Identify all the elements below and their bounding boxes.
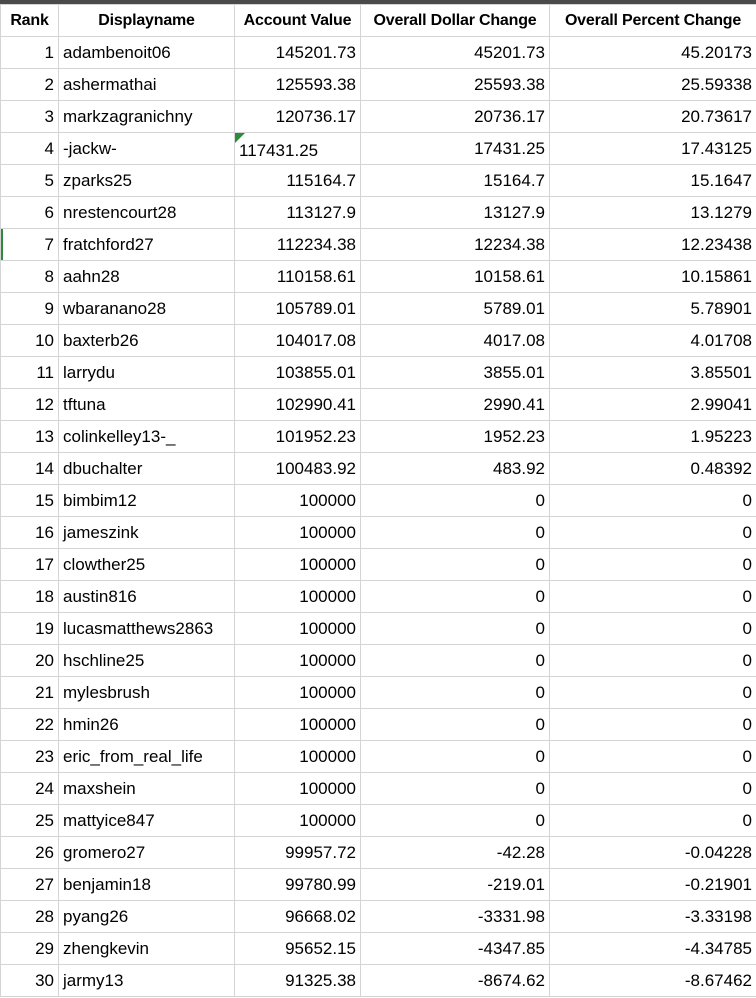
dollar-change-cell[interactable]: 483.92 — [361, 453, 550, 485]
displayname-header[interactable]: Displayname — [59, 5, 235, 37]
table-row — [1, 901, 756, 933]
dollar-change-cell[interactable]: 17431.25 — [361, 133, 550, 165]
table-row — [1, 293, 756, 325]
account-value-cell[interactable] — [235, 133, 361, 165]
table-row — [1, 69, 756, 101]
table-row — [1, 229, 756, 261]
table-row — [1, 325, 756, 357]
table-row — [1, 613, 756, 645]
error-indicator-icon[interactable] — [235, 133, 245, 143]
displayname-cell[interactable]: hmin26 — [59, 709, 235, 741]
percent-change-cell[interactable]: 0 — [550, 581, 756, 613]
displayname-cell[interactable]: mattyice847 — [59, 805, 235, 837]
dollar-change-cell[interactable]: 0 — [361, 581, 550, 613]
displayname-cell[interactable]: fratchford27 — [59, 229, 235, 261]
dollar-change-cell[interactable]: -42.28 — [361, 837, 550, 869]
percent-change-cell[interactable]: 0 — [550, 709, 756, 741]
table-row — [1, 357, 756, 389]
percent-change-cell[interactable]: 25.59338 — [550, 69, 756, 101]
account-value-cell[interactable]: 102990.41 — [235, 389, 361, 421]
percent-change-cell[interactable]: 15.1647 — [550, 165, 756, 197]
displayname-cell[interactable]: dbuchalter — [59, 453, 235, 485]
dollar-change-cell[interactable]: 25593.38 — [361, 69, 550, 101]
dollar-change-cell[interactable]: -8674.62 — [361, 965, 550, 997]
table-row — [1, 453, 756, 485]
percent-change-cell[interactable]: 17.43125 — [550, 133, 756, 165]
header-row — [1, 5, 756, 37]
rank-cell[interactable]: 19 — [1, 613, 59, 645]
percent-change-cell[interactable]: 0 — [550, 741, 756, 773]
rank-cell[interactable]: 5 — [1, 165, 59, 197]
percent-change-cell[interactable]: 0 — [550, 549, 756, 581]
rank-cell[interactable]: 23 — [1, 741, 59, 773]
table-row — [1, 133, 756, 165]
rank-cell[interactable]: 26 — [1, 837, 59, 869]
dollar-change-cell[interactable]: 15164.7 — [361, 165, 550, 197]
displayname-cell[interactable]: -jackw- — [59, 133, 235, 165]
percent-change-cell[interactable]: 10.15861 — [550, 261, 756, 293]
percent-change-cell[interactable]: 3.85501 — [550, 357, 756, 389]
rank-cell[interactable]: 4 — [1, 133, 59, 165]
dollar-change-cell[interactable]: 0 — [361, 549, 550, 581]
rank-cell[interactable]: 8 — [1, 261, 59, 293]
rank-cell[interactable]: 24 — [1, 773, 59, 805]
account-value-cell[interactable]: 113127.9 — [235, 197, 361, 229]
dollar-change-cell[interactable]: 0 — [361, 709, 550, 741]
dollar-change-cell[interactable]: -4347.85 — [361, 933, 550, 965]
percent-change-cell[interactable]: 0 — [550, 485, 756, 517]
rank-cell[interactable]: 3 — [1, 101, 59, 133]
table-row — [1, 421, 756, 453]
account-value-header[interactable]: Account Value — [235, 5, 361, 37]
account-value-cell[interactable]: 120736.17 — [235, 101, 361, 133]
rank-cell[interactable]: 27 — [1, 869, 59, 901]
percent-change-cell[interactable]: 0 — [550, 517, 756, 549]
rank-cell[interactable]: 17 — [1, 549, 59, 581]
account-value-cell[interactable]: 100000 — [235, 581, 361, 613]
table-row — [1, 645, 756, 677]
dollar-change-cell[interactable]: 20736.17 — [361, 101, 550, 133]
account-value-cell[interactable]: 100000 — [235, 677, 361, 709]
account-value-cell[interactable]: 99780.99 — [235, 869, 361, 901]
rank-cell[interactable]: 7 — [1, 229, 59, 261]
table-row — [1, 485, 756, 517]
displayname-cell[interactable]: aahn28 — [59, 261, 235, 293]
rank-cell[interactable]: 13 — [1, 421, 59, 453]
table-row — [1, 197, 756, 229]
account-value-cell[interactable]: 100483.92 — [235, 453, 361, 485]
displayname-cell[interactable]: zhengkevin — [59, 933, 235, 965]
account-value-cell[interactable]: 112234.38 — [235, 229, 361, 261]
account-value-cell[interactable]: 104017.08 — [235, 325, 361, 357]
displayname-cell[interactable]: lucasmatthews2863 — [59, 613, 235, 645]
percent-change-cell[interactable]: -0.04228 — [550, 837, 756, 869]
table-row — [1, 709, 756, 741]
rank-cell[interactable]: 14 — [1, 453, 59, 485]
dollar-change-cell[interactable]: 2990.41 — [361, 389, 550, 421]
displayname-cell[interactable]: adambenoit06 — [59, 37, 235, 69]
rank-cell[interactable]: 18 — [1, 581, 59, 613]
displayname-cell[interactable]: austin816 — [59, 581, 235, 613]
dollar-change-cell[interactable]: 45201.73 — [361, 37, 550, 69]
rank-cell[interactable]: 15 — [1, 485, 59, 517]
dollar-change-header[interactable]: Overall Dollar Change — [361, 5, 550, 37]
percent-change-cell[interactable]: 13.1279 — [550, 197, 756, 229]
percent-change-cell[interactable]: 45.20173 — [550, 37, 756, 69]
spreadsheet-grid — [0, 4, 756, 997]
rank-cell[interactable]: 28 — [1, 901, 59, 933]
displayname-cell[interactable]: ashermathai — [59, 69, 235, 101]
percent-change-cell[interactable]: 0 — [550, 613, 756, 645]
account-value-cell[interactable]: 95652.15 — [235, 933, 361, 965]
account-value-cell[interactable]: 103855.01 — [235, 357, 361, 389]
percent-change-header[interactable]: Overall Percent Change — [550, 5, 756, 37]
rank-cell[interactable]: 25 — [1, 805, 59, 837]
rank-header[interactable]: Rank — [1, 5, 59, 37]
table-row — [1, 101, 756, 133]
dollar-change-cell[interactable]: 0 — [361, 613, 550, 645]
displayname-cell[interactable]: baxterb26 — [59, 325, 235, 357]
table-row — [1, 741, 756, 773]
rank-cell[interactable]: 21 — [1, 677, 59, 709]
account-value-cell[interactable]: 91325.38 — [235, 965, 361, 997]
percent-change-cell[interactable]: 2.99041 — [550, 389, 756, 421]
table-row — [1, 773, 756, 805]
table-row — [1, 581, 756, 613]
rank-cell[interactable]: 6 — [1, 197, 59, 229]
displayname-cell[interactable]: nrestencourt28 — [59, 197, 235, 229]
displayname-cell[interactable]: jameszink — [59, 517, 235, 549]
displayname-cell[interactable]: eric_from_real_life — [59, 741, 235, 773]
displayname-cell[interactable]: markzagranichny — [59, 101, 235, 133]
percent-change-cell[interactable]: 0 — [550, 677, 756, 709]
table-row — [1, 805, 756, 837]
dollar-change-cell[interactable]: 3855.01 — [361, 357, 550, 389]
account-value-cell[interactable]: 96668.02 — [235, 901, 361, 933]
rank-cell[interactable]: 1 — [1, 37, 59, 69]
dollar-change-cell[interactable]: 12234.38 — [361, 229, 550, 261]
rank-cell[interactable]: 30 — [1, 965, 59, 997]
table-body — [1, 37, 756, 997]
percent-change-cell[interactable]: 0 — [550, 645, 756, 677]
dollar-change-cell[interactable]: 0 — [361, 645, 550, 677]
account-value-cell[interactable]: 100000 — [235, 485, 361, 517]
rank-cell[interactable]: 2 — [1, 69, 59, 101]
rank-cell[interactable]: 9 — [1, 293, 59, 325]
displayname-cell[interactable]: tftuna — [59, 389, 235, 421]
percent-change-cell[interactable]: 0.48392 — [550, 453, 756, 485]
account-value-cell[interactable]: 125593.38 — [235, 69, 361, 101]
rank-cell[interactable]: 29 — [1, 933, 59, 965]
dollar-change-cell[interactable]: 0 — [361, 485, 550, 517]
table-row — [1, 37, 756, 69]
percent-change-cell[interactable]: 1.95223 — [550, 421, 756, 453]
rank-cell[interactable]: 16 — [1, 517, 59, 549]
displayname-cell[interactable]: gromero27 — [59, 837, 235, 869]
account-value-cell[interactable]: 100000 — [235, 549, 361, 581]
account-value-cell[interactable]: 110158.61 — [235, 261, 361, 293]
account-value-cell[interactable]: 101952.23 — [235, 421, 361, 453]
dollar-change-cell[interactable]: 13127.9 — [361, 197, 550, 229]
displayname-cell[interactable]: mylesbrush — [59, 677, 235, 709]
table-row — [1, 677, 756, 709]
displayname-cell[interactable]: clowther25 — [59, 549, 235, 581]
displayname-cell[interactable]: zparks25 — [59, 165, 235, 197]
percent-change-cell[interactable]: 12.23438 — [550, 229, 756, 261]
rank-cell[interactable]: 20 — [1, 645, 59, 677]
account-value-cell[interactable]: 105789.01 — [235, 293, 361, 325]
account-value-cell[interactable]: 100000 — [235, 613, 361, 645]
dollar-change-cell[interactable]: 0 — [361, 773, 550, 805]
displayname-cell[interactable]: maxshein — [59, 773, 235, 805]
dollar-change-cell[interactable]: 0 — [361, 517, 550, 549]
account-value-cell[interactable]: 100000 — [235, 709, 361, 741]
displayname-cell[interactable]: wbaranano28 — [59, 293, 235, 325]
displayname-cell[interactable]: pyang26 — [59, 901, 235, 933]
percent-change-cell[interactable]: -8.67462 — [550, 965, 756, 997]
account-value-cell[interactable]: 100000 — [235, 773, 361, 805]
table-row — [1, 837, 756, 869]
displayname-cell[interactable]: benjamin18 — [59, 869, 235, 901]
account-value-cell[interactable]: 115164.7 — [235, 165, 361, 197]
rank-cell[interactable]: 10 — [1, 325, 59, 357]
percent-change-cell[interactable]: 0 — [550, 773, 756, 805]
displayname-cell[interactable]: hschline25 — [59, 645, 235, 677]
rank-cell[interactable]: 12 — [1, 389, 59, 421]
table-row — [1, 261, 756, 293]
account-value-cell[interactable]: 145201.73 — [235, 37, 361, 69]
dollar-change-cell[interactable]: 5789.01 — [361, 293, 550, 325]
percent-change-cell[interactable]: -3.33198 — [550, 901, 756, 933]
dollar-change-cell[interactable]: 4017.08 — [361, 325, 550, 357]
dollar-change-cell[interactable]: 10158.61 — [361, 261, 550, 293]
rank-cell[interactable]: 11 — [1, 357, 59, 389]
percent-change-cell[interactable]: -4.34785 — [550, 933, 756, 965]
table-row — [1, 517, 756, 549]
account-value-cell[interactable]: 100000 — [235, 741, 361, 773]
table-row — [1, 933, 756, 965]
table-row — [1, 165, 756, 197]
dollar-change-cell[interactable]: 0 — [361, 805, 550, 837]
table-row — [1, 965, 756, 997]
account-value-cell[interactable]: 99957.72 — [235, 837, 361, 869]
percent-change-cell[interactable]: 0 — [550, 805, 756, 837]
account-value-cell[interactable]: 100000 — [235, 805, 361, 837]
account-value-cell[interactable]: 100000 — [235, 517, 361, 549]
displayname-cell[interactable]: bimbim12 — [59, 485, 235, 517]
dollar-change-cell[interactable]: 0 — [361, 677, 550, 709]
percent-change-cell[interactable]: 20.73617 — [550, 101, 756, 133]
account-value-cell[interactable]: 100000 — [235, 645, 361, 677]
displayname-cell[interactable]: larrydu — [59, 357, 235, 389]
percent-change-cell[interactable]: 5.78901 — [550, 293, 756, 325]
cell-value: 117431.25 — [239, 141, 319, 160]
table-row — [1, 869, 756, 901]
table-row — [1, 389, 756, 421]
dollar-change-cell[interactable]: 1952.23 — [361, 421, 550, 453]
dollar-change-cell[interactable]: -219.01 — [361, 869, 550, 901]
dollar-change-cell[interactable]: -3331.98 — [361, 901, 550, 933]
percent-change-cell[interactable]: 4.01708 — [550, 325, 756, 357]
rank-cell[interactable]: 22 — [1, 709, 59, 741]
dollar-change-cell[interactable]: 0 — [361, 741, 550, 773]
table-row — [1, 549, 756, 581]
displayname-cell[interactable]: jarmy13 — [59, 965, 235, 997]
percent-change-cell[interactable]: -0.21901 — [550, 869, 756, 901]
displayname-cell[interactable]: colinkelley13-_ — [59, 421, 235, 453]
